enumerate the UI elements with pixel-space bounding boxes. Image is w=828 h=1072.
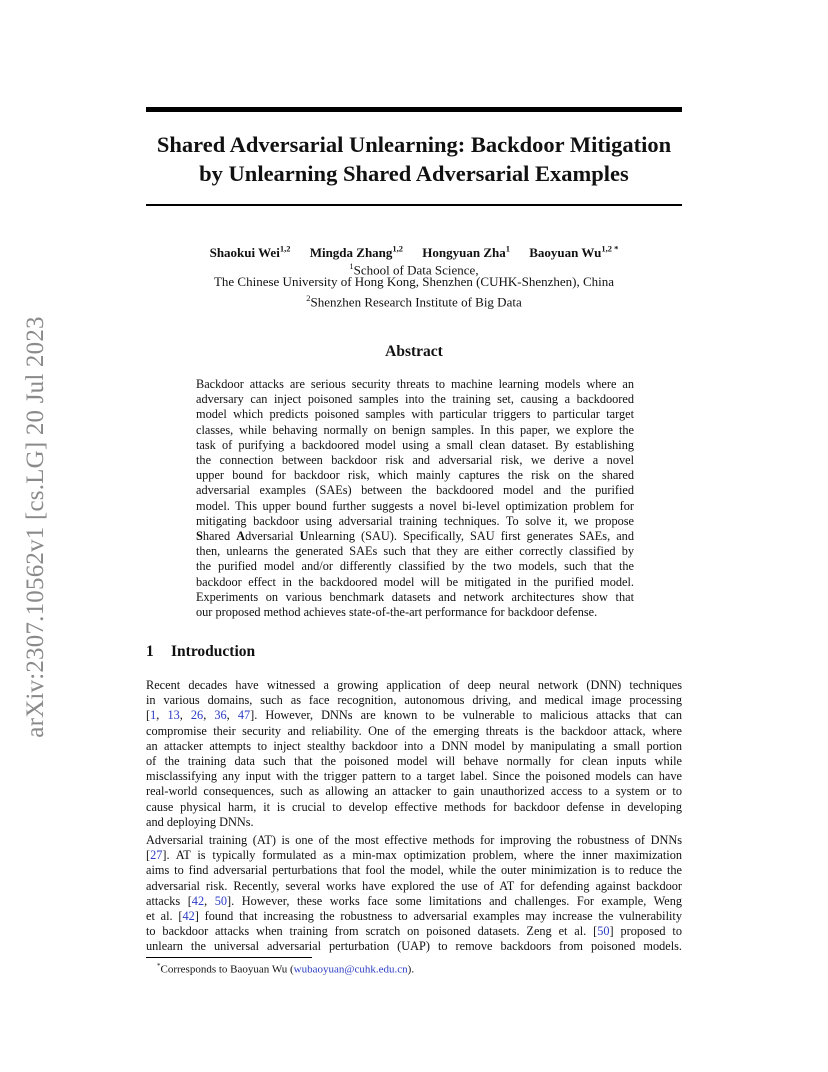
footnote-rule <box>146 957 312 958</box>
intro-paragraph-1 <box>146 678 682 830</box>
abstract-line: Shared Adversarial Unlearning (SAU). Specifically, SAU first generates SAEs, and <box>196 529 634 544</box>
citation-link[interactable]: 26 <box>190 708 204 723</box>
text-line: to backdoor attacks when training from scratch on poisoned datasets. Zeng et al. [50] proposed to <box>146 924 682 939</box>
abstract-line: our proposed method achieves state-of-the-art performance for backdoor defense. <box>196 605 598 620</box>
section-title: Introduction <box>171 643 256 660</box>
text-line: [1, 13, 26, 36, 47]. However, DNNs are known to be vulnerable to malicious attacks that can <box>146 708 683 723</box>
paper-title <box>140 130 688 188</box>
text-line: and deploying DNNs. <box>146 814 254 829</box>
text-line: compromise their security and reliability. One of the emerging threats is the backdoor attack, where <box>146 723 682 738</box>
abstract-line: classes, while behaving normally on benign samples. In this paper, we explore the <box>196 422 634 437</box>
title-line-1: Shared Adversarial Unlearning: Backdoor Mitigation <box>156 132 672 157</box>
text-line: in various domains, such as face recognition, autonomous driving, and medical image processing <box>146 693 682 708</box>
affiliation-line: $^1$School of Data Science, <box>349 261 479 278</box>
section-heading <box>146 643 255 661</box>
text-line: Recent decades have witnessed a growing application of deep neural network (DNN) techniques <box>146 678 682 692</box>
citation-link[interactable]: 27 <box>150 848 163 863</box>
abstract-line: task of purifying a backdoored model using a small clean dataset. By establishing <box>196 437 634 452</box>
email-link[interactable]: wubaoyuan@cuhk.edu.cn <box>293 963 408 976</box>
citation-link[interactable]: 13 <box>167 708 180 723</box>
abstract-body <box>196 377 634 620</box>
abstract-line: mitigating backdoor using adversarial training techniques. To solve it, we propose <box>196 513 634 528</box>
citation-link[interactable]: 47 <box>237 708 251 723</box>
citation-link[interactable]: 50 <box>597 924 610 939</box>
text-line: attacks [42, 50]. However, these works face some limitations and challenges. For example, Weng <box>146 893 682 908</box>
author: Hongyuan Zha$^1$ <box>422 244 510 261</box>
text-line: adversarial risk. Recently, several works have explored the use of AT for defending against backdoor <box>146 878 682 893</box>
arxiv-identifier-stamp <box>14 296 58 758</box>
abstract-line: then, unlearns the generated SAEs such that they are either correctly classified by <box>196 544 634 559</box>
abstract-line: Backdoor attacks are serious security threats to machine learning models where an <box>196 377 634 391</box>
title-bottom-rule <box>146 204 682 206</box>
text-line: unlearn the universal adversarial perturbation (UAP) to remove backdoors from poisoned models. <box>146 939 682 954</box>
text-line: real-world consequences, such as allowing an attacker to gain unauthorized access to a system or to <box>146 784 682 799</box>
text-line: [27]. AT is typically formulated as a min-max optimization problem, where the inner maximization <box>146 848 682 863</box>
abstract-line: the connection between backdoor risk and adversarial risk, we derive a novel <box>196 453 634 468</box>
abstract-line: adversarial examples (SAEs) between the backdoored model and the purified <box>196 483 634 498</box>
citation-link[interactable]: 42 <box>191 893 205 908</box>
intro-paragraph-2 <box>146 833 682 955</box>
citation-link[interactable]: 50 <box>214 893 228 908</box>
abstract-line: model which predicts poisoned samples with particular triggers to particular target <box>196 407 634 422</box>
citation-link[interactable]: 42 <box>182 909 195 924</box>
footnote: *Corresponds to Baoyuan Wu (wubaoyuan@cuhk.edu.cn). <box>157 962 415 976</box>
arxiv-identifier-text: arXiv:2307.10562v1 [cs.LG] 20 Jul 2023 <box>22 316 49 738</box>
affiliation-line: The Chinese University of Hong Kong, Shenzhen (CUHK-Shenzhen), China <box>213 274 615 289</box>
author: Baoyuan $Wu^{1,2 *}$ <box>529 244 619 261</box>
text-line: misclassifying any input with the trigger pattern to a target label. Since the poisoned models can have <box>146 769 682 784</box>
abstract-line: the purified model and/or differently classified by the two models, such that the <box>196 559 634 574</box>
text-line: et al. [42] found that increasing the robustness to adversarial examples may increase the vulnerability <box>146 909 682 924</box>
text-line: Adversarial training (AT) is one of the most effective methods for improving the robustness of DNNs <box>146 833 682 847</box>
title-top-rule <box>146 107 682 112</box>
section-number: 1 <box>146 643 154 660</box>
abstract-heading: Abstract <box>385 343 443 360</box>
text-line: of the training data such that the poisoned model will behave normally for clean inputs while <box>146 754 682 769</box>
text-line: cause physical harm, it is crucial to develop effective methods for backdoor defense in developing <box>146 799 682 814</box>
abstract-line: backdoor effect in the backdoored model will be mitigated in the purified model. <box>196 574 634 589</box>
text-line: an attacker attempts to inject stealthy backdoor into a DNN model by manipulating a small portion <box>146 738 682 753</box>
citation-link[interactable]: 1 <box>150 708 157 723</box>
abstract-line: adversary can inject poisoned samples into the training set, causing a backdoored <box>196 392 634 407</box>
author: Mingda Zhang$^{1,2}$ <box>309 244 404 261</box>
text-line: aims to find adversarial perturbations that fool the model, while the outer minimization is to reduce the <box>146 863 682 878</box>
citation-link[interactable]: 36 <box>214 708 227 723</box>
abstract-line: model. This upper bound further suggests a novel bi-level optimization problem for <box>196 498 634 513</box>
affiliation-line: $^2$Shenzhen Research Institute of Big Data <box>306 293 522 310</box>
abstract-line: upper bound for backdoor risk, which mainly captures the risk on the shared <box>196 468 634 483</box>
author: Shaokui Wei$^{1,2}$ <box>209 244 291 261</box>
abstract-line: Experiments on various benchmark datasets and network architectures show that <box>196 589 634 604</box>
title-line-2: by Unlearning Shared Adversarial Examples <box>199 161 629 186</box>
